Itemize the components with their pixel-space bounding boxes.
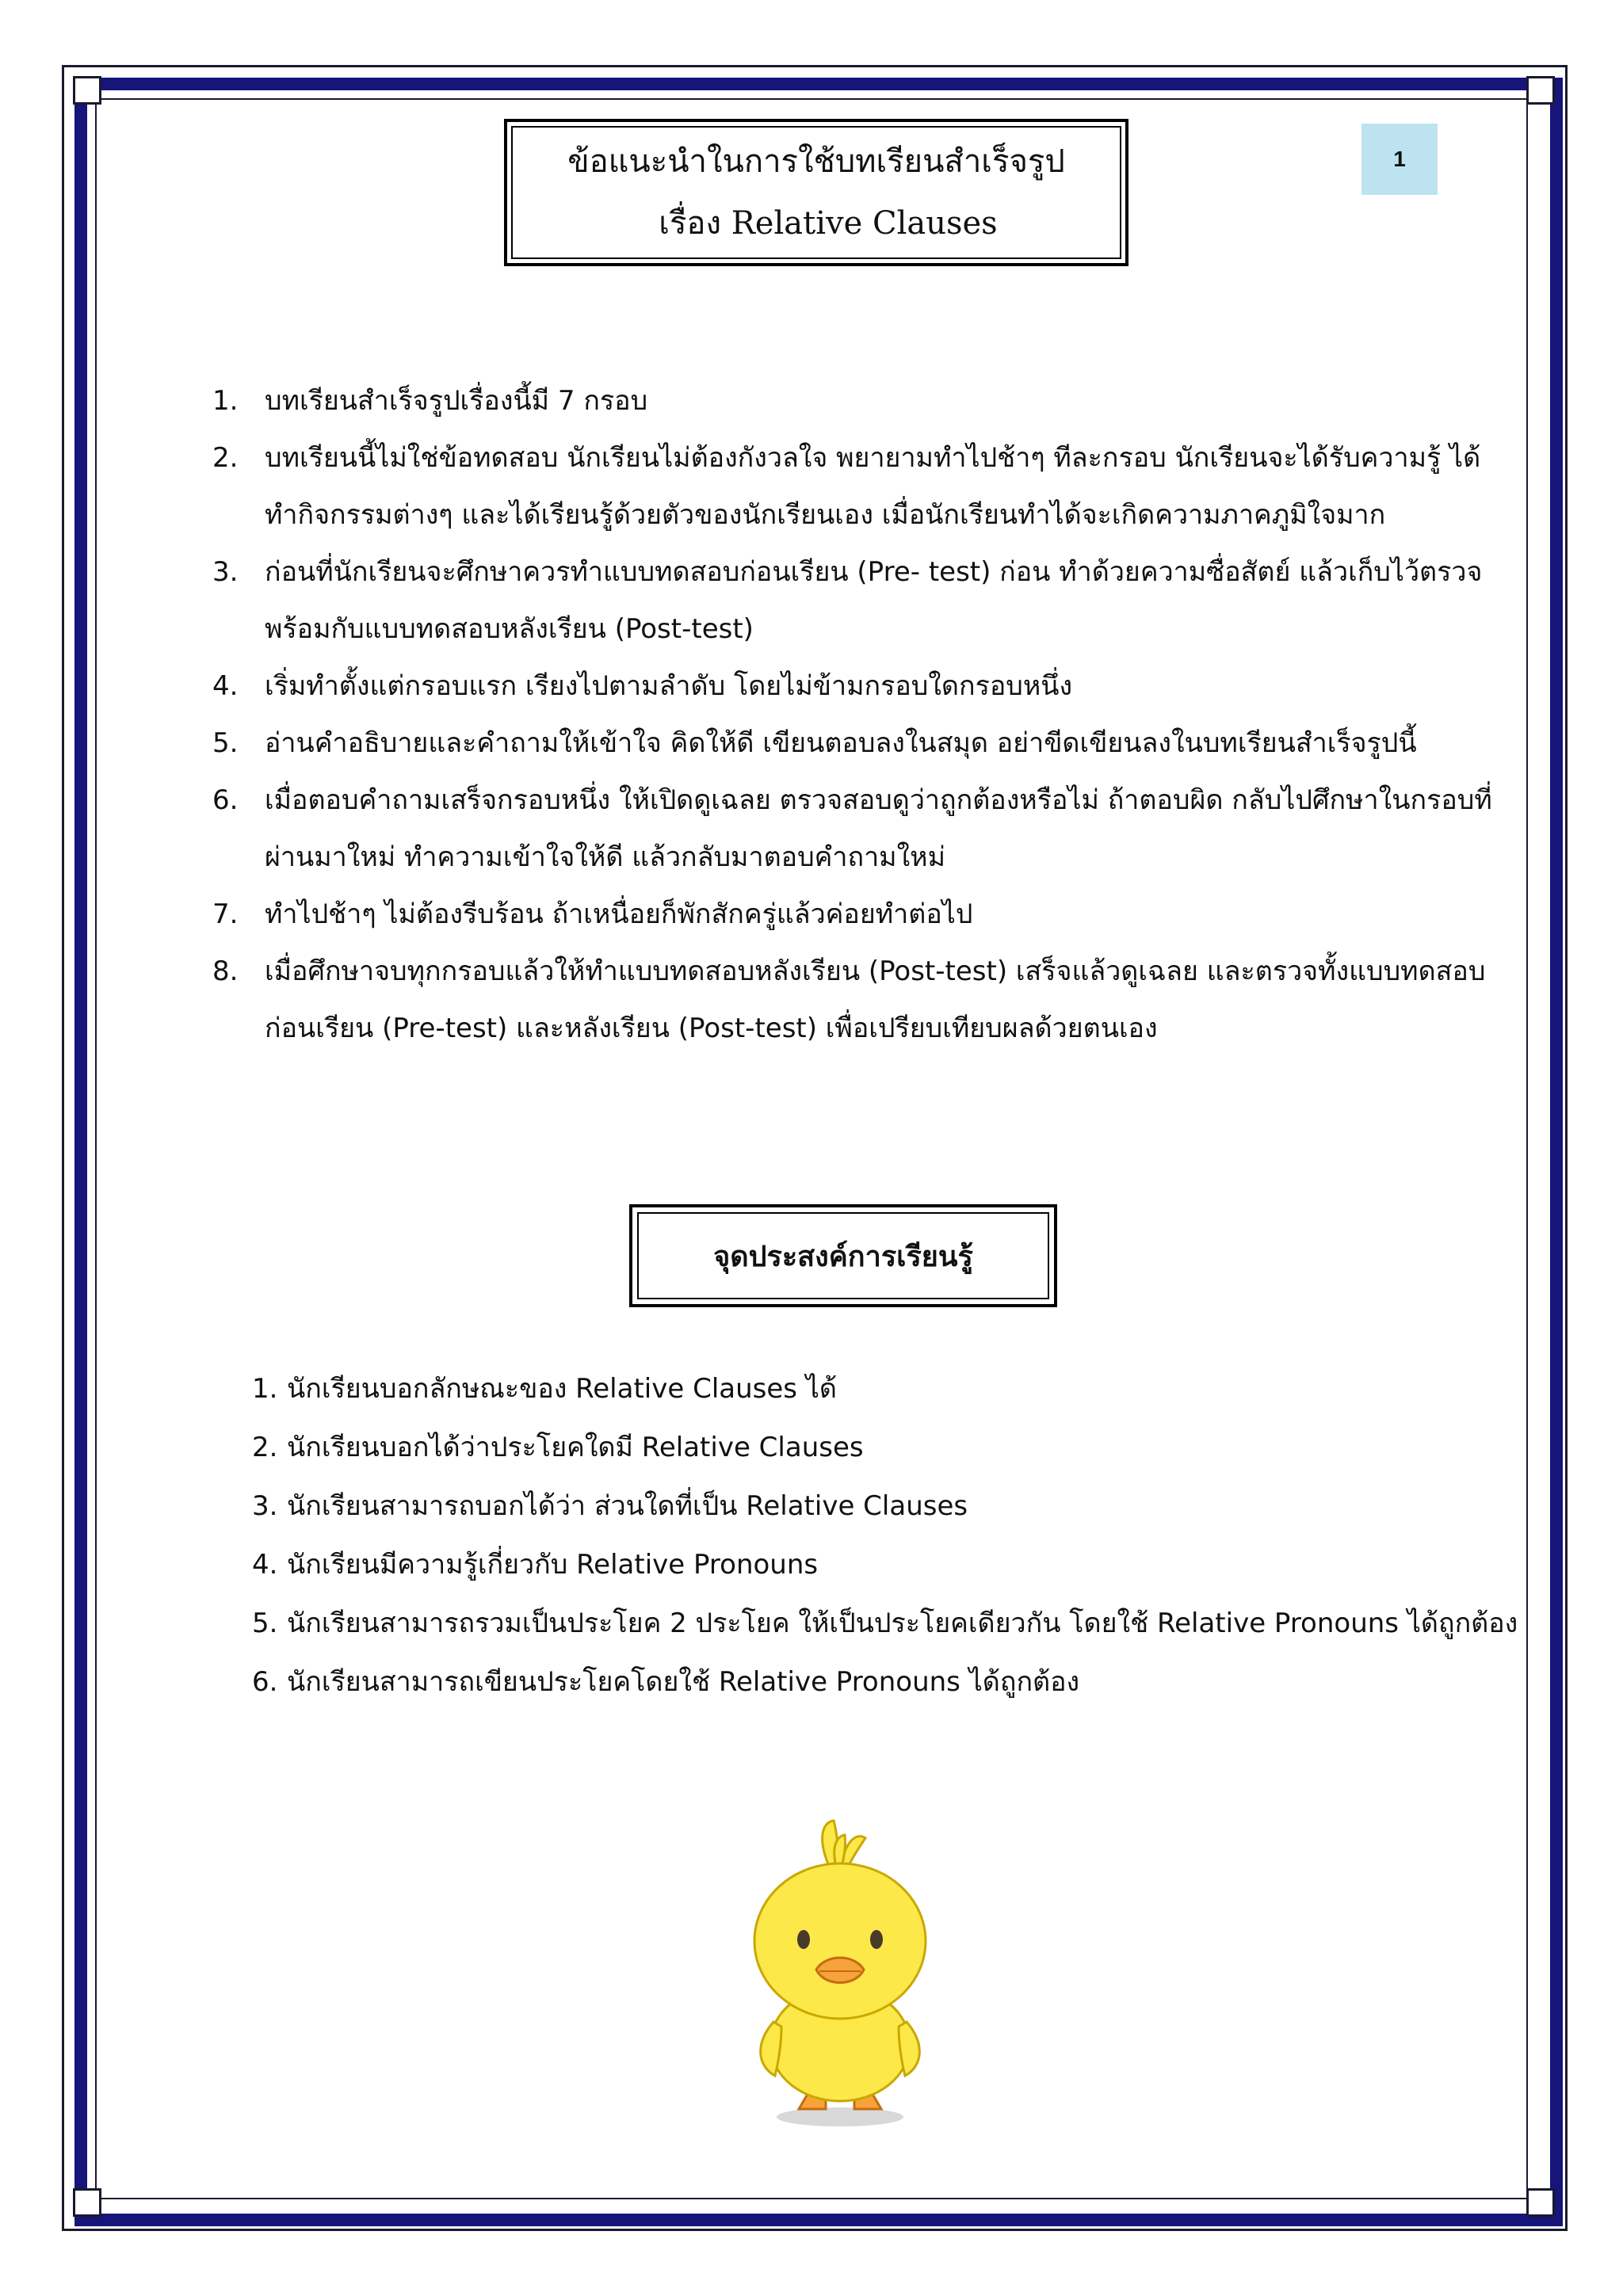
- item-number: 3.: [212, 556, 239, 588]
- list-item: [252, 1653, 1536, 1711]
- list-item: [212, 943, 1512, 1057]
- item-text: นักเรียนมีความรู้เกี่ยวกับ Relative Pronouns: [287, 1549, 819, 1581]
- objectives-title: จุดประสงค์การเรียนรู้: [637, 1212, 1049, 1299]
- item-text: บทเรียนนี้ไม่ใช่ข้อทดสอบ นักเรียนไม่ต้องกังวลใจ พยายามทำไปช้าๆ ทีละกรอบ นักเรียนจะได้รับความรู้ ได้ทำกิจกรรมต่างๆ และได้เรียนรู้ด้วยตัวของนักเรียนเอง เมื่อนักเรียนทำได้จะเกิดความภาคภูมิใจมาก: [265, 442, 1481, 531]
- item-number: 6.: [252, 1666, 278, 1698]
- item-text: นักเรียนสามารถรวมเป็นประโยค 2 ประโยค ให้เป็นประโยคเดียวกัน โดยใช้ Relative Pronouns ได้ถูกต้อง: [287, 1608, 1518, 1639]
- item-text: นักเรียนบอกลักษณะของ Relative Clauses ได้: [287, 1373, 837, 1405]
- item-number: 4.: [252, 1549, 278, 1581]
- page-number: 1: [1361, 124, 1438, 195]
- list-item: [212, 715, 1512, 772]
- item-text: นักเรียนสามารถบอกได้ว่า ส่วนใดที่เป็น Relative Clauses: [287, 1490, 968, 1522]
- list-item: [252, 1360, 1536, 1418]
- list-item: [212, 772, 1512, 886]
- item-text: เมื่อศึกษาจบทุกกรอบแล้วให้ทำแบบทดสอบหลังเรียน (Post-test) เสร็จแล้วดูเฉลย และตรวจทั้งแบบทดสอบก่อนเรียน (Pre-test) และหลังเรียน (Post-test) เพื่อเปรียบเทียบผลด้วยตนเอง: [265, 955, 1486, 1044]
- item-text: เริ่มทำตั้งแต่กรอบแรก เรียงไปตามลำดับ โดยไม่ข้ามกรอบใดกรอบหนึ่ง: [265, 670, 1073, 702]
- list-item: [212, 372, 1512, 429]
- list-item: [252, 1535, 1536, 1594]
- instructions-list: [212, 372, 1512, 1057]
- objectives-title-box: [629, 1204, 1057, 1307]
- border-corner: [73, 2188, 101, 2217]
- item-text: ทำไปช้าๆ ไม่ต้องรีบร้อน ถ้าเหนื่อยก็พักสักครู่แล้วค่อยทำต่อไป: [265, 898, 973, 930]
- title-line-2: เรื่อง Relative Clauses: [659, 205, 998, 242]
- objectives-list: [252, 1360, 1536, 1711]
- border-corner: [73, 76, 101, 105]
- item-number: 1.: [252, 1373, 278, 1405]
- item-number: 8.: [212, 955, 239, 987]
- border-corner: [1526, 2188, 1555, 2217]
- item-text: นักเรียนบอกได้ว่าประโยคใดมี Relative Clauses: [287, 1432, 864, 1463]
- item-number: 2.: [212, 442, 239, 474]
- item-text: นักเรียนสามารถเขียนประโยคโดยใช้ Relative Pronouns ได้ถูกต้อง: [287, 1666, 1080, 1698]
- list-item: [212, 658, 1512, 715]
- list-item: [252, 1594, 1536, 1653]
- list-item: [212, 886, 1512, 943]
- item-number: 7.: [212, 898, 239, 930]
- duck-chick-icon: [737, 1814, 943, 2131]
- border-corner: [1526, 76, 1555, 105]
- list-item: [252, 1418, 1536, 1477]
- item-number: 6.: [212, 784, 239, 816]
- item-number: 5.: [252, 1608, 278, 1639]
- item-text: บทเรียนสำเร็จรูปเรื่องนี้มี 7 กรอบ: [265, 385, 648, 417]
- item-number: 2.: [252, 1432, 278, 1463]
- item-text: ก่อนที่นักเรียนจะศึกษาควรทำแบบทดสอบก่อนเรียน (Pre- test) ก่อน ทำด้วยความซื่อสัตย์ แล้วเก็บไว้ตรวจพร้อมกับแบบทดสอบหลังเรียน (Post-test): [265, 556, 1483, 645]
- item-number: 4.: [212, 670, 239, 702]
- title-line-1: ข้อแนะนำในการใช้บทเรียนสำเร็จรูป: [567, 143, 1065, 180]
- item-number: 1.: [212, 385, 239, 417]
- item-text: อ่านคำอธิบายและคำถามให้เข้าใจ คิดให้ดี เขียนตอบลงในสมุด อย่าขีดเขียนลงในบทเรียนสำเร็จรูปนี้: [265, 727, 1417, 759]
- list-item: [252, 1477, 1536, 1535]
- list-item: [212, 429, 1512, 543]
- item-number: 3.: [252, 1490, 278, 1522]
- list-item: [212, 543, 1512, 658]
- item-number: 5.: [212, 727, 239, 759]
- item-text: เมื่อตอบคำถามเสร็จกรอบหนึ่ง ให้เปิดดูเฉลย ตรวจสอบดูว่าถูกต้องหรือไม่ ถ้าตอบผิด กลับไปศึกษาในกรอบที่ผ่านมาใหม่ ทำความเข้าใจให้ดี แล้วกลับมาตอบคำถามใหม่: [265, 784, 1492, 873]
- title-box: [504, 119, 1128, 266]
